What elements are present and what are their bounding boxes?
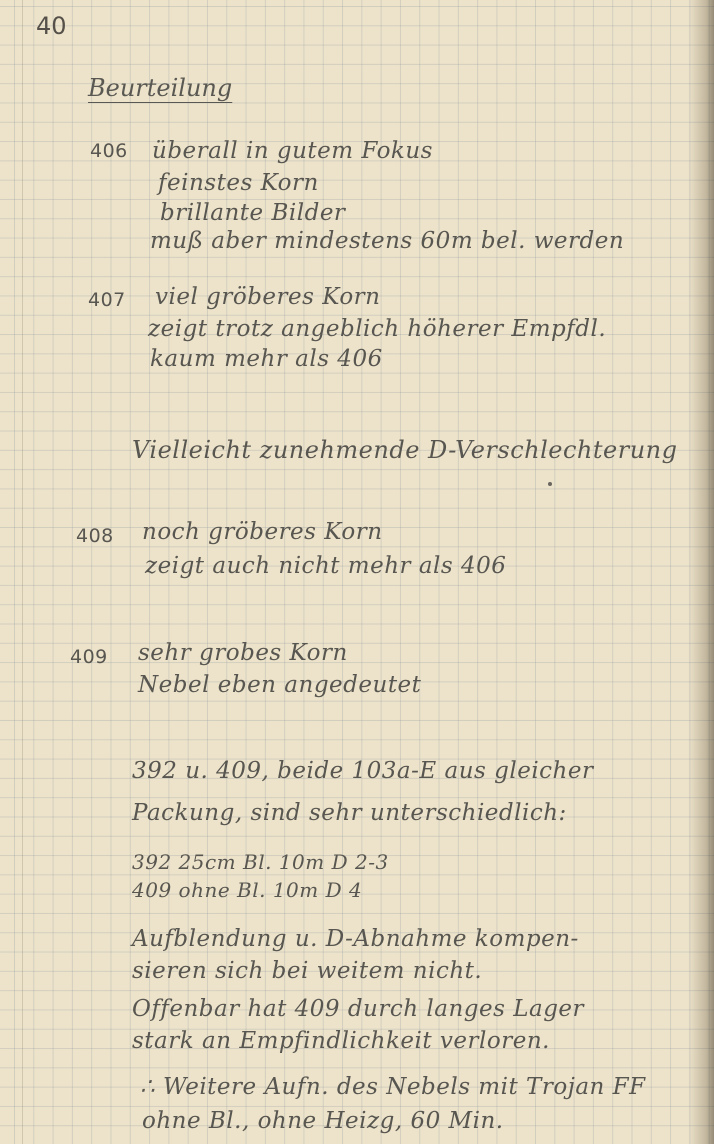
comparison-line-1: 392 u. 409, beide 103a-E aus gleicher	[132, 758, 594, 784]
page-edge-shadow	[688, 0, 714, 1144]
entry-id-408: 408	[76, 525, 114, 547]
entry-406-line-2: feinstes Korn	[158, 170, 319, 196]
entry-id-409: 409	[70, 646, 108, 668]
footer-line-1: ∴ Weitere Aufn. des Nebels mit Trojan FF	[140, 1074, 646, 1100]
entry-409-line-1: sehr grobes Korn	[138, 640, 348, 666]
conclusion-line-1: Aufblendung u. D-Abnahme kompen-	[132, 926, 579, 952]
conclusion-line-4: stark an Empfindlichkeit verloren.	[132, 1028, 550, 1054]
entry-id-406: 406	[90, 140, 128, 162]
entry-406-line-4: muß aber mindestens 60m bel. werden	[150, 228, 625, 254]
page-margin-line	[22, 0, 23, 1144]
conclusion-line-3: Offenbar hat 409 durch langes Lager	[132, 996, 585, 1022]
entry-407-line-1: viel gröberes Korn	[155, 284, 381, 310]
page-title: Beurteilung	[88, 74, 233, 102]
entry-409-line-2: Nebel eben angedeutet	[138, 672, 422, 698]
entry-408-line-1: noch gröberes Korn	[142, 519, 383, 545]
entry-406-line-3: brillante Bilder	[160, 200, 346, 226]
entry-id-407: 407	[88, 289, 126, 311]
entry-407-line-3: kaum mehr als 406	[150, 346, 383, 372]
conclusion-line-2: sieren sich bei weitem nicht.	[132, 958, 483, 984]
remark-line: Vielleicht zunehmende D-Verschlechterung	[132, 436, 678, 464]
comparison-row-409: 409 ohne Bl. 10m D 4	[132, 878, 363, 902]
comparison-row-392: 392 25cm Bl. 10m D 2-3	[132, 850, 389, 874]
entry-406-line-1: überall in gutem Fokus	[152, 138, 433, 164]
entry-407-line-2: zeigt trotz angeblich höherer Empfdl.	[148, 316, 607, 342]
entry-408-line-2: zeigt auch nicht mehr als 406	[145, 553, 507, 579]
ink-dot	[548, 482, 552, 486]
page-number: 40	[36, 12, 67, 40]
comparison-line-2: Packung, sind sehr unterschiedlich:	[132, 800, 567, 826]
footer-line-2: ohne Bl., ohne Heizg, 60 Min.	[142, 1108, 504, 1134]
